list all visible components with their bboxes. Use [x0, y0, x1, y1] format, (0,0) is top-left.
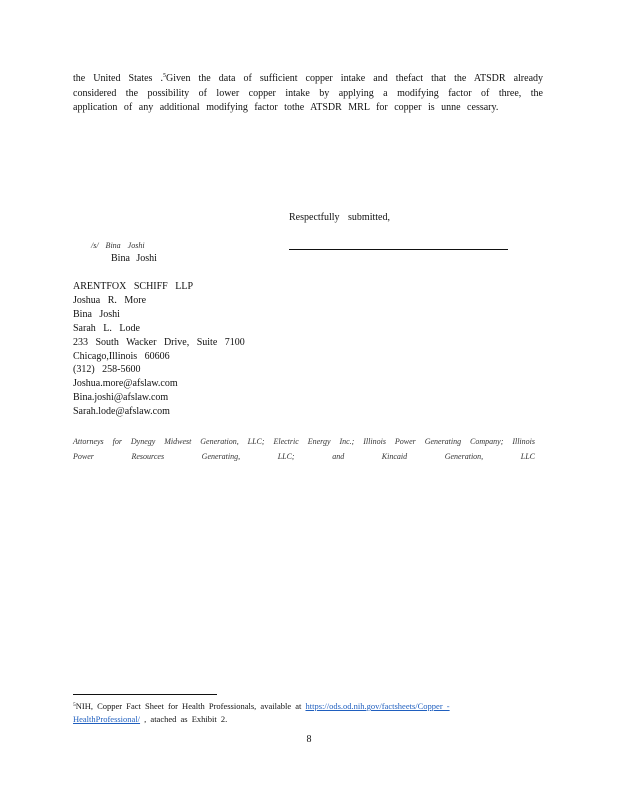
- attorney-name: Bina Joshi: [73, 308, 120, 320]
- signer-name: Bina Joshi: [111, 253, 157, 264]
- footnote-number: 5: [73, 702, 76, 708]
- email-address: Sarah.lode@afslaw.com: [73, 406, 170, 418]
- email-address: Bina.joshi@afslaw.com: [73, 392, 169, 404]
- attorneys-for-statement: Attorneys for Dynegy Midwest Generation, LLC; Electric Energy Inc.; Illinois Power Generating Company; Illinois Power Resources Generating, LLC; and Kincaid Generation, LLC: [73, 437, 535, 461]
- footnote-link[interactable]: https://ods.od.nih.gov/factsheets/Copper - HealthProfessional/: [73, 701, 450, 724]
- signature-line: [289, 249, 508, 250]
- phone-number: (312) 258-5600: [73, 364, 141, 376]
- electronic-signature: /s/ Bina Joshi: [91, 241, 145, 250]
- attorney-name: Sarah L. Lode: [73, 322, 140, 334]
- page-number: 8: [306, 734, 312, 745]
- footnote-separator: [73, 694, 217, 695]
- footnote-text-end: , atached as Exhibit 2.: [140, 714, 228, 724]
- footnote-reference: 5: [163, 73, 167, 79]
- city-state-zip: Chicago,Illinois 60606: [73, 350, 170, 362]
- footnote-text: NIH, Copper Fact Sheet for Health Professionals, available at: [75, 701, 306, 711]
- firm-name: ARENTFOX SCHIFF LLP: [73, 281, 194, 292]
- body-paragraph: [73, 72, 543, 116]
- attorney-name: Joshua R. More: [73, 294, 147, 306]
- street-address: 233 South Wacker Drive, Suite 7100: [73, 336, 245, 348]
- body-text-start: the United States .: [73, 73, 164, 84]
- footnote: [73, 700, 513, 726]
- email-address: Joshua.more@afslaw.com: [73, 378, 178, 390]
- closing-text: Respectfully submitted,: [289, 212, 390, 223]
- counsel-address-block: [73, 280, 245, 419]
- body-text-rest: Given the data of sufficient copper intake and thefact that the ATSDR already considered the possibility of lower copper intake by applying a modifying factor of three, the application of any additional modifying factor tothe ATSDR MRL for copper is unne cessary.: [73, 73, 544, 113]
